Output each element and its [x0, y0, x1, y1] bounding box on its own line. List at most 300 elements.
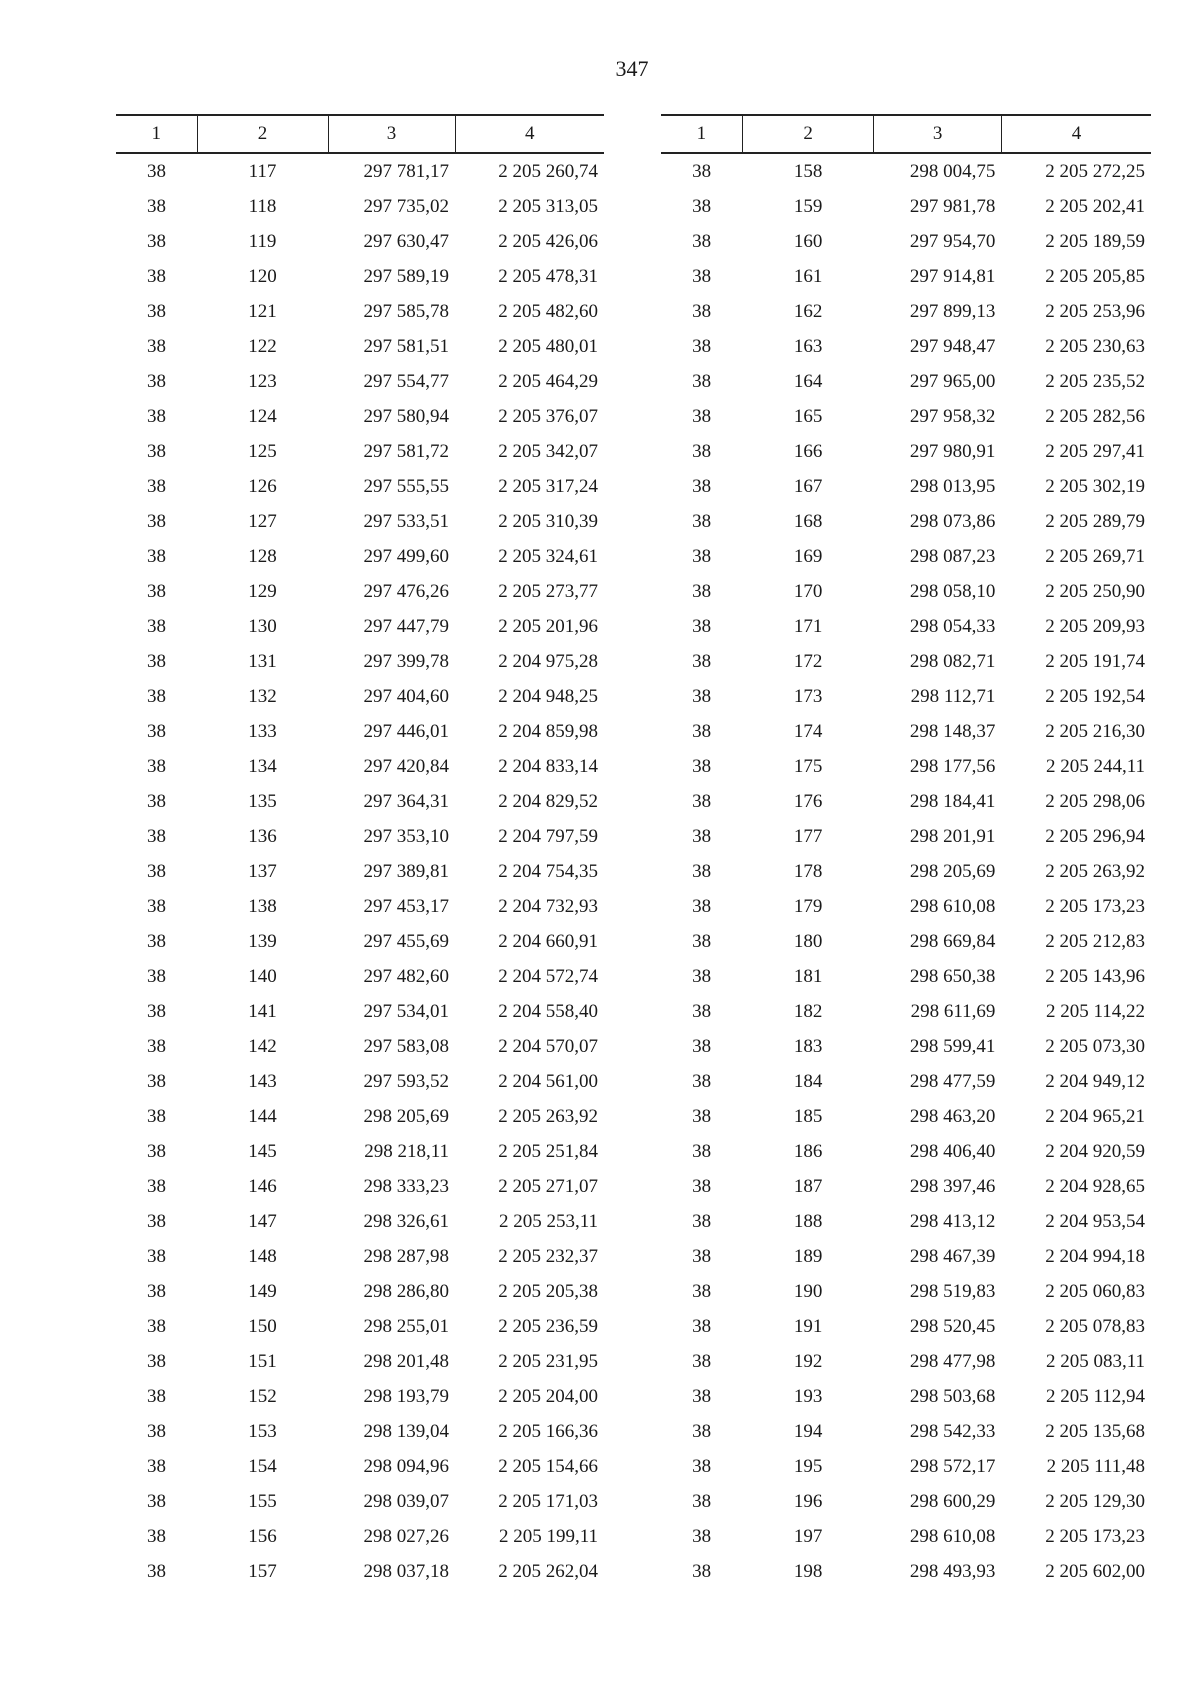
cell-col-1: 38: [147, 860, 166, 882]
cell-col-1: 38: [692, 370, 712, 392]
cell-col-1: 38: [147, 370, 166, 392]
column-header-4: 4: [1001, 115, 1151, 153]
table-row: [661, 469, 1151, 504]
cell-col-1: 38: [147, 1455, 166, 1477]
cell-col-3: 298 542,33: [909, 1420, 996, 1442]
cell-col-2: 177: [793, 825, 823, 847]
table-row: [661, 504, 1151, 539]
cell-col-4: 2 205 204,00: [498, 1385, 598, 1407]
cell-col-4: 2 205 269,71: [1045, 545, 1145, 567]
cell-col-4: 2 205 253,96: [1045, 300, 1145, 322]
table-row: [661, 329, 1151, 364]
cell-col-2: 166: [793, 440, 823, 462]
cell-col-4: 2 205 310,39: [498, 510, 598, 532]
cell-col-4: 2 205 078,83: [1045, 1315, 1145, 1337]
cell-col-2: 183: [793, 1035, 823, 1057]
cell-col-1: 38: [692, 720, 712, 742]
table-row: [116, 714, 604, 749]
cell-col-4: 2 205 313,05: [498, 195, 598, 217]
cell-col-2: 195: [793, 1455, 823, 1477]
cell-col-3: 297 447,79: [363, 615, 449, 637]
cell-col-4: 2 205 296,94: [1045, 825, 1145, 847]
cell-col-2: 163: [793, 335, 823, 357]
table-row: [661, 714, 1151, 749]
table-row: [661, 609, 1151, 644]
cell-col-1: 38: [692, 440, 712, 462]
table-row: [116, 1029, 604, 1064]
cell-col-1: 38: [692, 1140, 712, 1162]
cell-col-1: 38: [147, 650, 166, 672]
cell-col-1: 38: [692, 545, 712, 567]
cell-col-3: 297 981,78: [909, 195, 996, 217]
cell-col-4: 2 204 948,25: [498, 685, 598, 707]
cell-col-1: 38: [147, 475, 166, 497]
cell-col-1: 38: [692, 160, 712, 182]
cell-col-4: 2 205 192,54: [1045, 685, 1145, 707]
cell-col-2: 131: [248, 650, 277, 672]
cell-col-3: 298 255,01: [363, 1315, 449, 1337]
cell-col-3: 297 446,01: [363, 720, 449, 742]
cell-col-4: 2 205 282,56: [1045, 405, 1145, 427]
cell-col-2: 129: [248, 580, 277, 602]
cell-col-2: 180: [793, 930, 823, 952]
cell-col-1: 38: [692, 1210, 712, 1232]
cell-col-3: 298 205,69: [363, 1105, 449, 1127]
cell-col-2: 159: [793, 195, 823, 217]
cell-col-2: 162: [793, 300, 823, 322]
cell-col-3: 298 054,33: [909, 615, 996, 637]
cell-col-3: 298 463,20: [909, 1105, 996, 1127]
cell-col-3: 298 087,23: [909, 545, 996, 567]
cell-col-2: 146: [248, 1175, 277, 1197]
cell-col-3: 298 094,96: [363, 1455, 449, 1477]
cell-col-1: 38: [147, 930, 166, 952]
cell-col-1: 38: [692, 790, 712, 812]
cell-col-3: 298 467,39: [909, 1245, 996, 1267]
cell-col-3: 297 533,51: [363, 510, 449, 532]
cell-col-2: 184: [793, 1070, 823, 1092]
cell-col-1: 38: [147, 1315, 166, 1337]
cell-col-1: 38: [692, 230, 712, 252]
cell-col-1: 38: [147, 1280, 166, 1302]
cell-col-4: 2 204 797,59: [498, 825, 598, 847]
cell-col-1: 38: [147, 825, 166, 847]
cell-col-1: 38: [147, 615, 166, 637]
cell-col-4: 2 205 602,00: [1045, 1560, 1145, 1582]
cell-col-2: 118: [248, 195, 277, 217]
cell-col-3: 297 580,94: [363, 405, 449, 427]
cell-col-4: 2 204 829,52: [498, 790, 598, 812]
table-row: [661, 854, 1151, 889]
cell-col-2: 170: [793, 580, 823, 602]
cell-col-2: 187: [793, 1175, 823, 1197]
cell-col-3: 297 581,51: [363, 335, 449, 357]
cell-col-4: 2 205 230,63: [1045, 335, 1145, 357]
cell-col-3: 297 476,26: [363, 580, 449, 602]
table-row: [661, 1519, 1151, 1554]
cell-col-4: 2 205 317,24: [498, 475, 598, 497]
cell-col-3: 297 399,78: [363, 650, 449, 672]
table-row: [661, 1414, 1151, 1449]
cell-col-1: 38: [692, 860, 712, 882]
table-row: [116, 609, 604, 644]
cell-col-1: 38: [147, 580, 166, 602]
table-row: [116, 399, 604, 434]
cell-col-3: 298 600,29: [909, 1490, 996, 1512]
cell-col-2: 152: [248, 1385, 277, 1407]
cell-col-2: 182: [793, 1000, 823, 1022]
cell-col-2: 148: [248, 1245, 277, 1267]
cell-col-3: 298 413,12: [909, 1210, 996, 1232]
cell-col-1: 38: [147, 1350, 166, 1372]
table-row: [661, 1379, 1151, 1414]
cell-col-2: 150: [248, 1315, 277, 1337]
cell-col-2: 198: [793, 1560, 823, 1582]
cell-col-3: 297 781,17: [363, 160, 449, 182]
cell-col-2: 165: [793, 405, 823, 427]
cell-col-1: 38: [692, 1070, 712, 1092]
table-row: [661, 399, 1151, 434]
cell-col-4: 2 205 189,59: [1045, 230, 1145, 252]
table-row: [661, 994, 1151, 1029]
cell-col-4: 2 205 480,01: [498, 335, 598, 357]
cell-col-4: 2 205 209,93: [1045, 615, 1145, 637]
cell-col-2: 173: [793, 685, 823, 707]
cell-col-4: 2 205 342,07: [498, 440, 598, 462]
cell-col-4: 2 204 572,74: [498, 965, 598, 987]
table-row: [116, 854, 604, 889]
cell-col-4: 2 204 660,91: [498, 930, 598, 952]
cell-col-4: 2 205 250,90: [1045, 580, 1145, 602]
cell-col-1: 38: [692, 1385, 712, 1407]
cell-col-3: 298 610,08: [909, 1525, 996, 1547]
cell-col-3: 297 980,91: [909, 440, 996, 462]
cell-col-1: 38: [147, 230, 166, 252]
table-row: [116, 1414, 604, 1449]
cell-col-2: 155: [248, 1490, 277, 1512]
cell-col-4: 2 205 263,92: [1045, 860, 1145, 882]
table-row: [661, 189, 1151, 224]
cell-col-4: 2 205 205,85: [1045, 265, 1145, 287]
cell-col-1: 38: [147, 1035, 166, 1057]
cell-col-1: 38: [147, 1070, 166, 1092]
cell-col-1: 38: [692, 265, 712, 287]
cell-col-2: 168: [793, 510, 823, 532]
cell-col-3: 298 013,95: [909, 475, 996, 497]
table-row: [116, 924, 604, 959]
cell-col-1: 38: [147, 790, 166, 812]
column-header-1: 1: [661, 115, 742, 153]
table-row: [116, 889, 604, 924]
cell-col-3: 298 027,26: [363, 1525, 449, 1547]
cell-col-3: 297 482,60: [363, 965, 449, 987]
cell-col-3: 298 139,04: [363, 1420, 449, 1442]
table-row: [661, 224, 1151, 259]
cell-col-1: 38: [147, 685, 166, 707]
table-row: [116, 259, 604, 294]
cell-col-2: 144: [248, 1105, 277, 1127]
cell-col-4: 2 205 263,92: [498, 1105, 598, 1127]
cell-col-3: 297 914,81: [909, 265, 996, 287]
page-number: 347: [615, 56, 649, 81]
table-row: [116, 819, 604, 854]
cell-col-1: 38: [147, 1140, 166, 1162]
cell-col-4: 2 205 201,96: [498, 615, 598, 637]
cell-col-1: 38: [692, 1315, 712, 1337]
cell-col-2: 178: [793, 860, 823, 882]
cell-col-3: 297 899,13: [909, 300, 996, 322]
cell-col-1: 38: [692, 615, 712, 637]
cell-col-1: 38: [147, 1525, 166, 1547]
cell-col-3: 298 503,68: [909, 1385, 996, 1407]
cell-col-2: 127: [248, 510, 277, 532]
cell-col-4: 2 205 253,11: [498, 1210, 598, 1232]
cell-col-1: 38: [692, 685, 712, 707]
cell-col-1: 38: [147, 265, 166, 287]
table-row: [661, 294, 1151, 329]
cell-col-2: 193: [793, 1385, 823, 1407]
column-header-1: 1: [116, 115, 197, 153]
cell-col-1: 38: [147, 1385, 166, 1407]
cell-col-1: 38: [692, 1000, 712, 1022]
cell-col-1: 38: [692, 1455, 712, 1477]
table-row: [661, 1309, 1151, 1344]
cell-col-2: 135: [248, 790, 277, 812]
table-row: [116, 539, 604, 574]
cell-col-4: 2 205 135,68: [1045, 1420, 1145, 1442]
cell-col-2: 136: [248, 825, 277, 847]
cell-col-3: 297 555,55: [363, 475, 449, 497]
table-row: [661, 1099, 1151, 1134]
cell-col-4: 2 205 073,30: [1045, 1035, 1145, 1057]
cell-col-2: 132: [248, 685, 277, 707]
cell-col-3: 298 287,98: [363, 1245, 449, 1267]
cell-col-3: 298 477,98: [909, 1350, 996, 1372]
cell-col-1: 38: [692, 1490, 712, 1512]
cell-col-2: 196: [793, 1490, 823, 1512]
table-row: [116, 644, 604, 679]
cell-col-3: 298 326,61: [363, 1210, 449, 1232]
cell-col-4: 2 205 154,66: [498, 1455, 598, 1477]
table-row: [661, 1204, 1151, 1239]
cell-col-3: 298 184,41: [909, 790, 996, 812]
cell-col-2: 154: [248, 1455, 277, 1477]
table-row: [661, 1169, 1151, 1204]
cell-col-4: 2 205 244,11: [1045, 755, 1145, 777]
cell-col-3: 298 611,69: [910, 1000, 996, 1022]
cell-col-3: 298 201,91: [909, 825, 996, 847]
cell-col-2: 117: [248, 160, 277, 182]
table-row: [116, 189, 604, 224]
cell-col-4: 2 205 060,83: [1045, 1280, 1145, 1302]
cell-col-3: 298 610,08: [909, 895, 996, 917]
table-row: [116, 1344, 604, 1379]
cell-col-2: 167: [793, 475, 823, 497]
table-row: [661, 364, 1151, 399]
cell-col-1: 38: [147, 1560, 166, 1582]
cell-col-3: 297 735,02: [363, 195, 449, 217]
cell-col-2: 139: [248, 930, 277, 952]
table-row: [116, 364, 604, 399]
cell-col-4: 2 205 129,30: [1045, 1490, 1145, 1512]
cell-col-4: 2 204 570,07: [498, 1035, 598, 1057]
column-header-3: 3: [874, 115, 1002, 153]
cell-col-2: 197: [793, 1525, 823, 1547]
table-row: [116, 153, 604, 189]
cell-col-2: 174: [793, 720, 823, 742]
table-row: [116, 1554, 604, 1589]
cell-col-1: 38: [692, 580, 712, 602]
cell-col-1: 38: [692, 650, 712, 672]
cell-col-1: 38: [692, 405, 712, 427]
cell-col-4: 2 205 271,07: [498, 1175, 598, 1197]
cell-col-2: 192: [793, 1350, 823, 1372]
table-row: [116, 994, 604, 1029]
cell-col-2: 156: [248, 1525, 277, 1547]
cell-col-4: 2 204 732,93: [498, 895, 598, 917]
table-row: [116, 784, 604, 819]
cell-col-3: 298 039,07: [363, 1490, 449, 1512]
cell-col-2: 172: [793, 650, 823, 672]
cell-col-1: 38: [147, 1105, 166, 1127]
table-row: [661, 574, 1151, 609]
cell-col-4: 2 205 464,29: [498, 370, 598, 392]
cell-col-3: 297 389,81: [363, 860, 449, 882]
cell-col-3: 297 581,72: [363, 440, 449, 462]
cell-col-4: 2 205 478,31: [498, 265, 598, 287]
cell-col-3: 297 499,60: [363, 545, 449, 567]
table-row: [116, 329, 604, 364]
cell-col-2: 143: [248, 1070, 277, 1092]
coordinates-table-left: [116, 114, 604, 1589]
cell-col-2: 142: [248, 1035, 277, 1057]
cell-col-3: 297 593,52: [363, 1070, 449, 1092]
cell-col-2: 149: [248, 1280, 277, 1302]
table-row: [661, 924, 1151, 959]
cell-col-3: 298 397,46: [909, 1175, 996, 1197]
cell-col-4: 2 205 171,03: [498, 1490, 598, 1512]
table-row: [116, 224, 604, 259]
cell-col-1: 38: [692, 335, 712, 357]
cell-col-1: 38: [692, 1280, 712, 1302]
cell-col-2: 121: [248, 300, 277, 322]
cell-col-4: 2 205 173,23: [1045, 1525, 1145, 1547]
cell-col-3: 298 112,71: [910, 685, 996, 707]
cell-col-4: 2 205 272,25: [1045, 160, 1145, 182]
cell-col-1: 38: [147, 1000, 166, 1022]
cell-col-2: 151: [248, 1350, 277, 1372]
table-row: [661, 679, 1151, 714]
table-row: [116, 1449, 604, 1484]
cell-col-4: 2 204 953,54: [1045, 1210, 1145, 1232]
cell-col-2: 147: [248, 1210, 277, 1232]
table-row: [661, 1134, 1151, 1169]
cell-col-4: 2 205 202,41: [1045, 195, 1145, 217]
column-header-4: 4: [455, 115, 604, 153]
cell-col-3: 298 004,75: [909, 160, 996, 182]
table-row: [661, 259, 1151, 294]
cell-col-3: 297 948,47: [909, 335, 996, 357]
cell-col-3: 298 477,59: [909, 1070, 996, 1092]
cell-col-4: 2 204 928,65: [1045, 1175, 1145, 1197]
cell-col-4: 2 204 561,00: [498, 1070, 598, 1092]
cell-col-2: 160: [793, 230, 823, 252]
cell-col-1: 38: [692, 1525, 712, 1547]
cell-col-2: 185: [793, 1105, 823, 1127]
cell-col-2: 122: [248, 335, 277, 357]
cell-col-1: 38: [147, 1210, 166, 1232]
cell-col-4: 2 204 833,14: [498, 755, 598, 777]
cell-col-1: 38: [692, 895, 712, 917]
cell-col-4: 2 205 482,60: [498, 300, 598, 322]
cell-col-1: 38: [692, 1175, 712, 1197]
cell-col-3: 298 333,23: [363, 1175, 449, 1197]
cell-col-2: 194: [793, 1420, 823, 1442]
cell-col-3: 297 453,17: [363, 895, 449, 917]
table-row: [661, 1274, 1151, 1309]
cell-col-1: 38: [692, 965, 712, 987]
table-row: [661, 644, 1151, 679]
cell-col-4: 2 205 173,23: [1045, 895, 1145, 917]
cell-col-4: 2 205 302,19: [1045, 475, 1145, 497]
cell-col-3: 298 519,83: [909, 1280, 996, 1302]
cell-col-2: 161: [793, 265, 823, 287]
cell-col-2: 186: [793, 1140, 823, 1162]
cell-col-1: 38: [147, 720, 166, 742]
cell-col-1: 38: [147, 895, 166, 917]
cell-col-3: 298 201,48: [363, 1350, 449, 1372]
cell-col-1: 38: [147, 1245, 166, 1267]
cell-col-2: 126: [248, 475, 277, 497]
table-row: [116, 679, 604, 714]
cell-col-3: 297 965,00: [909, 370, 996, 392]
cell-col-1: 38: [692, 1245, 712, 1267]
cell-col-1: 38: [692, 1350, 712, 1372]
cell-col-4: 2 205 262,04: [498, 1560, 598, 1582]
cell-col-2: 119: [248, 230, 277, 252]
table-row: [661, 784, 1151, 819]
cell-col-3: 298 193,79: [363, 1385, 449, 1407]
coordinates-table-right: [661, 114, 1151, 1589]
table-row: [661, 153, 1151, 189]
cell-col-1: 38: [147, 160, 166, 182]
cell-col-1: 38: [147, 440, 166, 462]
cell-col-3: 298 572,17: [909, 1455, 996, 1477]
cell-col-4: 2 205 143,96: [1045, 965, 1145, 987]
cell-col-3: 297 954,70: [909, 230, 996, 252]
table-row: [116, 1239, 604, 1274]
cell-col-1: 38: [692, 755, 712, 777]
table-row: [661, 889, 1151, 924]
cell-col-1: 38: [692, 475, 712, 497]
cell-col-4: 2 205 235,52: [1045, 370, 1145, 392]
table-row: [116, 1099, 604, 1134]
cell-col-1: 38: [147, 965, 166, 987]
cell-col-4: 2 204 994,18: [1045, 1245, 1145, 1267]
cell-col-1: 38: [147, 1420, 166, 1442]
cell-col-4: 2 205 297,41: [1045, 440, 1145, 462]
cell-col-2: 123: [248, 370, 277, 392]
table-row: [661, 539, 1151, 574]
cell-col-4: 2 205 199,11: [498, 1525, 598, 1547]
table-row: [116, 434, 604, 469]
table-row: [116, 1204, 604, 1239]
table-row: [116, 1134, 604, 1169]
cell-col-2: 189: [793, 1245, 823, 1267]
cell-col-3: 297 630,47: [363, 230, 449, 252]
cell-col-1: 38: [147, 510, 166, 532]
cell-col-3: 298 058,10: [909, 580, 996, 602]
